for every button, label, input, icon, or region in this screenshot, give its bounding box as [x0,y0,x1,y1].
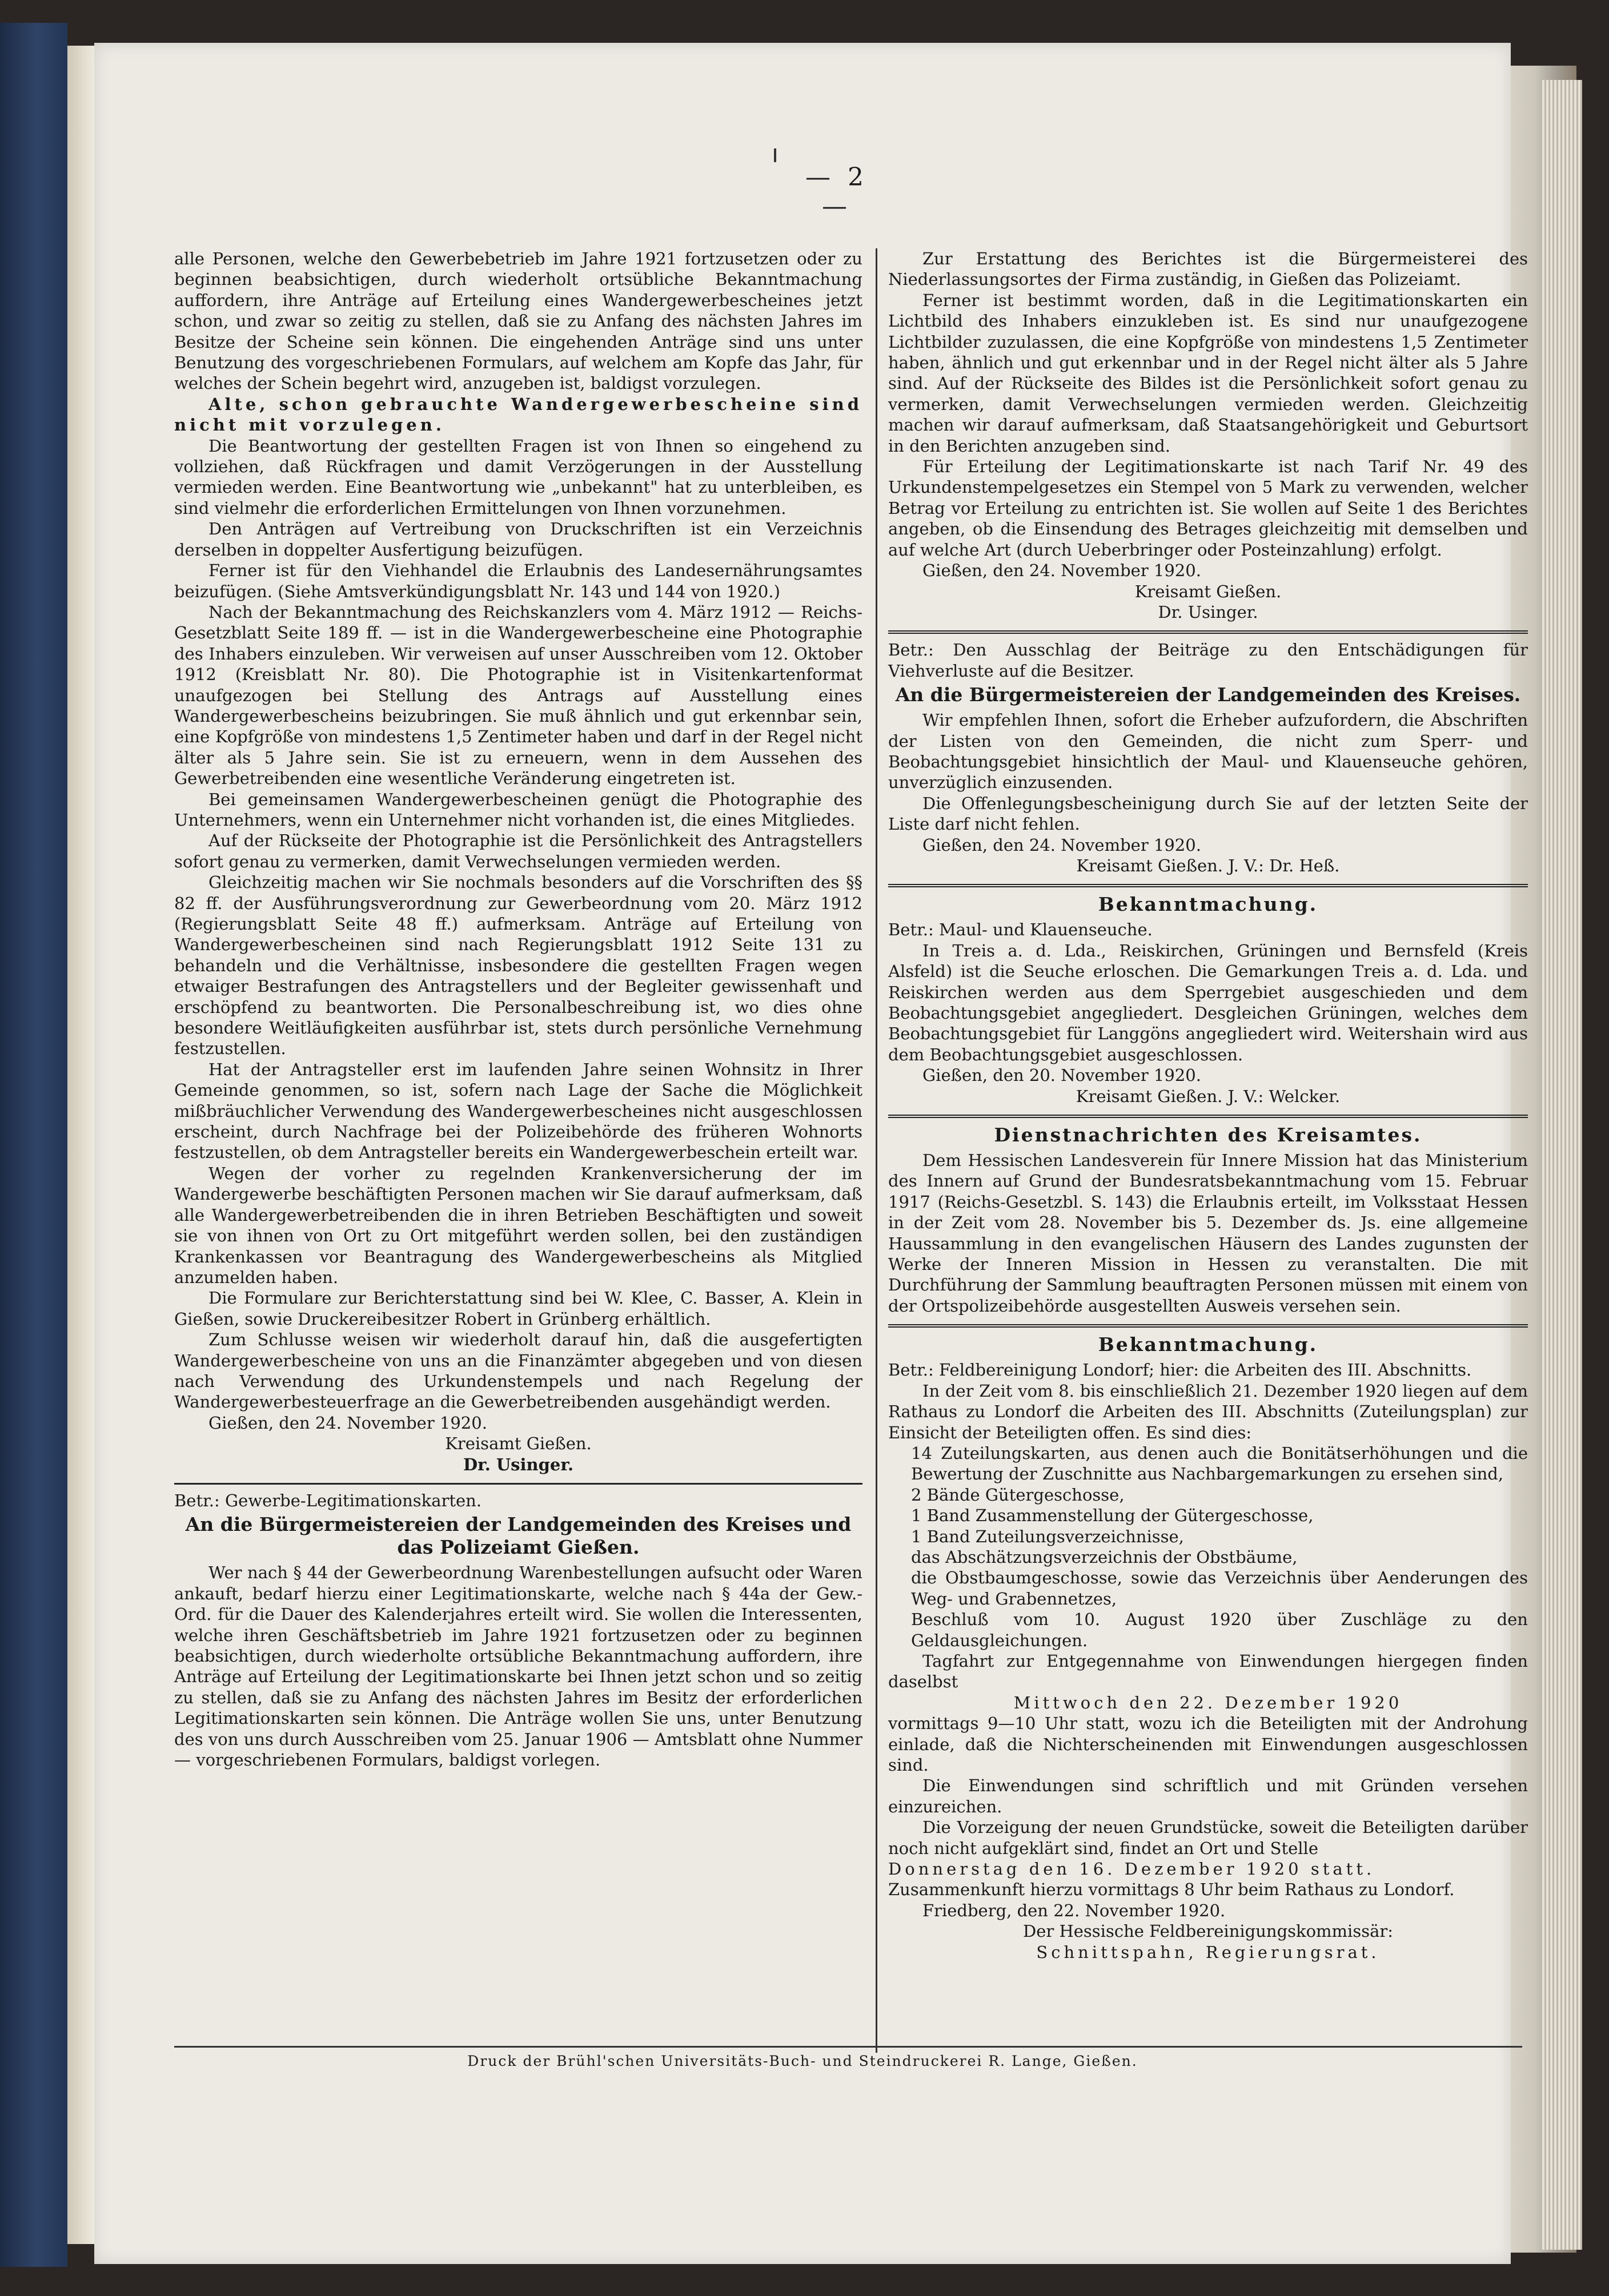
notice-office: Kreisamt Gießen. [445,1434,592,1454]
notice-date: Gießen, den 20. November 1920. [922,1065,1201,1085]
print-mark [774,148,776,162]
notice-date: Gießen, den 24. November 1920. [922,561,1201,581]
right-paragraph: Die Offenlegungsbescheinigung durch Sie auf der letzten Seite der Liste darf nicht fehlen. [888,793,1528,834]
list-item: 1 Band Zuteilungsverzeichnisse, [911,1526,1184,1546]
newspaper-page [94,43,1528,2264]
notice-subject: Betr.: Maul- und Klauenseuche. [888,920,1153,940]
left-paragraph: Alte, schon gebrauchte Wandergewerbescheine sind nicht mit vorzulegen. [174,394,862,435]
book-cover-left [0,23,67,2267]
list-item: das Abschätzungsverzeichnis der Obstbäume, [911,1547,1298,1567]
notice-office: Kreisamt Gießen. [1134,581,1282,601]
section-rule [888,1115,1528,1118]
left-paragraph: Gleichzeitig machen wir Sie nochmals besonders auf die Vorschriften des §§ 82 ff. der Ausführungsverordnung zur Gewerbeordnung vom 20. März 1912 (Regierungsblatt Seite 48 ff.) aufmerksam. Anträge auf Erteilung von Wandergewerbescheinen sind nach Regierungsblatt 1912 Seite 131 zu behandeln und die Verhältnisse, insbesondere die gestellten Fragen wegen etwaiger Bestrafungen des Antragstellers und der Begleiter gewissenhaft und erschöpfend zu beantworten. Die Personalbeschreibung ist, wo dies ohne besondere Weitläufigkeiten ausführbar ist, stets durch persönliche Vernehmung festzustellen. [174,872,862,1059]
notice-subject: Betr.: Den Ausschlag der Beiträge zu den Entschädigungen für Viehverluste auf die Besitzer. [888,640,1528,681]
list-item: 1 Band Zusammenstellung der Gütergeschosse, [911,1506,1314,1526]
list-item: die Obstbaumgeschosse, sowie das Verzeichnis über Aenderungen des Weg- und Grabennetzes, [911,1568,1528,1609]
right-column [888,248,1528,1963]
notice-date: Gießen, den 24. November 1920. [922,835,1201,855]
notice-subject: Betr.: Gewerbe-Legitimationskarten. [174,1490,482,1510]
inspection-date: Donnerstag den 16. Dezember 1920 statt. [888,1859,1375,1879]
left-paragraph: Wegen der vorher zu regelnden Krankenversicherung der im Wandergewerbe beschäftigten Personen machen wir Sie darauf aufmerksam, daß alle Wandergewerbetreibenden die in ihren Betrieben Beschäftigten und soweit sie von ihnen von Ort zu Ort mitgeführt werden sollen, bei den zuständigen Krankenkassen vor Beantragung des Wandergewerbescheins als Mitglied anzumelden haben. [174,1163,862,1287]
left-paragraph: Den Anträgen auf Vertreibung von Druckschriften ist ein Verzeichnis derselben in doppelter Ausfertigung beizufügen. [174,519,862,560]
right-paragraph: In der Zeit vom 8. bis einschließlich 21. Dezember 1920 liegen auf dem Rathaus zu Londorf die Arbeiten des III. Abschnitts (Zuteilungsplan) zur Einsicht der Beteiligten offen. Es sind dies: [888,1381,1528,1442]
notice-heading: An die Bürgermeistereien der Landgemeinden des Kreises und das Polizeiamt Gießen. [185,1513,852,1559]
section-rule [888,1324,1528,1328]
right-paragraph: Die Einwendungen sind schriftlich und mit Gründen versehen einzureichen. [888,1776,1528,1816]
right-paragraph: Für Erteilung der Legitimationskarte ist nach Tarif Nr. 49 des Urkundenstempelgesetzes ein Stempel von 5 Mark zu verwenden, welcher Betrag vor Erteilung zu entrichten ist. Sie wollen auf Seite 1 des Berichtes angeben, ob die Einsendung des Betrages gleichzeitig mit demselben und auf welche Art (durch Ueberbringer oder Posteinzahlung) erfolgt. [888,457,1528,560]
notice-heading: Dienstnachrichten des Kreisamtes. [994,1124,1422,1147]
right-paragraph: vormittags 9—10 Uhr statt, wozu ich die Beteiligten mit der Androhung einlade, daß die Nichterscheinenden mit Einwendungen ausgeschlossen sind. [888,1714,1528,1775]
notice-signature: Kreisamt Gießen. J. V.: Dr. Heß. [1076,855,1340,875]
right-paragraph: Zusammenkunft hierzu vormittags 8 Uhr beim Rathaus zu Londorf. [888,1880,1455,1900]
right-paragraph: Tagfahrt zur Entgegennahme von Einwendungen hiergegen finden daselbst [888,1651,1528,1692]
right-paragraph: Ferner ist bestimmt worden, daß in die Legitimationskarten ein Lichtbild des Inhabers einzukleben ist. Es sind nur unaufgezogene Lichtbilder zuzulassen, die eine Kopfgröße von mindestens 1,5 Zentimeter haben, ähnlich und gut erkennbar und in der Regel nicht älter als 5 Jahre sind. Auf der Rückseite des Bildes ist die Persönlichkeit sofort genau zu vermerken, damit Verwechselungen vermieden werden. Gleichzeitig machen wir darauf aufmerksam, daß Staatsangehörigkeit und Geburtsort in den Berichten anzugeben sind. [888,290,1528,456]
notice-date: Gießen, den 24. November 1920. [208,1413,487,1433]
right-paragraph: Zur Erstattung des Berichtes ist die Bürgermeisterei des Niederlassungsortes der Firma zuständig, in Gießen das Polizeiamt. [888,249,1528,289]
left-paragraph: Hat der Antragsteller erst im laufenden Jahre seinen Wohnsitz in Ihrer Gemeinde genommen, so ist, sofern nach Lage der Sache die Möglichkeit mißbräuchlicher Verwendung des Wandergewerbescheines nicht ausgeschlossen erscheint, durch Nachfrage bei der Polizeibehörde des früheren Wohnorts festzustellen, ob dem Antragsteller bereits ein Wandergewerbeschein erteilt war. [174,1059,862,1163]
notice-signer: Dr. Usinger. [1158,602,1258,622]
section-rule [888,884,1528,887]
notice-signer: Dr. Usinger. [463,1454,574,1474]
notice-office: Der Hessische Feldbereinigungskommissär: [1022,1921,1394,1941]
section-rule [888,630,1528,634]
notice-date: Friedberg, den 22. November 1920. [922,1900,1226,1920]
notice-subject: Betr.: Feldbereinigung Londorf; hier: die Arbeiten des III. Abschnitts. [888,1360,1472,1380]
right-paragraph: Die Vorzeigung der neuen Grundstücke, soweit die Beteiligten darüber noch nicht aufgeklärt sind, findet an Ort und Stelle [888,1818,1528,1858]
left-paragraph: Bei gemeinsamen Wandergewerbescheinen genügt die Photographie des Unternehmers, wenn ein Unternehmer nicht vorhanden ist, die eines Mitgliedes. [174,789,862,830]
left-paragraph: Ferner ist für den Viehhandel die Erlaubnis des Landesernährungsamtes beizufügen. (Siehe Amtsverkündigungsblatt Nr. 143 und 144 von 1920.) [174,561,862,601]
printer-imprint: Druck der Brühl'schen Universitäts-Buch- und Steindruckerei R. Lange, Gießen. [467,2053,1138,2069]
left-paragraph: Zum Schlusse weisen wir wiederholt darauf hin, daß die ausgefertigten Wandergewerbescheine von uns an die Finanzämter abgegeben und von diesen nach Verwendung des Urkundenstempels und nach Regelung der Wandergewerbesteuerfrage an die Gewerbetreibenden ausgehändigt werden. [174,1330,862,1412]
notice-signer: Schnittspahn, Regierungsrat. [1036,1942,1380,1962]
list-item: Beschluß vom 10. August 1920 über Zuschläge zu den Geldausgleichungen. [911,1610,1528,1650]
notice-heading: An die Bürgermeistereien der Landgemeinden des Kreises. [895,683,1521,706]
right-paragraph: Dem Hessischen Landesverein für Innere Mission hat das Ministerium des Innern auf Grund der Bundesratsbekanntmachung vom 15. Februar 1917 (Reichs-Gesetzbl. S. 143) die Erlaubnis erteilt, im Volksstaat Hessen in der Zeit vom 28. November bis 5. Dezember ds. Js. eine allgemeine Haussammlung in den evangelischen Häusern des Landes zugunsten der Werke der Inneren Mission in Hessen zu veranstalten. Die mit Durchführung der Sammlung beauftragten Personen müssen mit einem von der Ortspolizeibehörde ausgestellten Ausweis versehen sein. [888,1151,1528,1316]
page-stack-edges [1542,80,1582,2250]
left-paragraph: Nach der Bekanntmachung des Reichskanzlers vom 4. März 1912 — Reichs-Gesetzblatt Seite 189 ff. — ist in die Wandergewerbescheine eine Photographie des Inhabers einzuleben. Wir verweisen auf unser Ausschreiben vom 12. Oktober 1912 (Kreisblatt Nr. 80). Die Photographie ist in Visitenkartenformat unaufgezogen bei Stellung des Antrags auf Ausstellung eines Wandergewerbescheins beizubringen. Sie muß ähnlich und gut erkennbar sein, eine Kopfgröße von mindestens 1,5 Zentimeter haben und darf in der Regel nicht älter als 5 Jahre sein. Sie ist zu erneuern, wenn in dem Aussehen des Gewerbetreibenden eine wesentliche Veränderung eingetreten ist. [174,602,862,789]
footer-rule [174,2046,1522,2048]
left-paragraph: Die Beantwortung der gestellten Fragen ist von Ihnen so eingehend zu vollziehen, daß Rückfragen und damit Verzögerungen in der Ausstellung vermieden werden. Eine Beantwortung wie „unbekannt" hat zu unterbleiben, es sind vielmehr die erforderlichen Ermittelungen von Ihnen vorzunehmen. [174,436,862,518]
list-item: 2 Bände Gütergeschosse, [911,1485,1125,1505]
notice-heading: Bekanntmachung. [1098,1333,1318,1356]
notice-signature: Kreisamt Gießen. J. V.: Welcker. [1076,1086,1341,1106]
hearing-date: Mittwoch den 22. Dezember 1920 [1013,1692,1403,1712]
list-item: 14 Zuteilungskarten, aus denen auch die Bonitätserhöhungen und die Bewertung der Zuschnitte aus Nachbargemarkungen zu ersehen sind, [911,1443,1528,1484]
notice-heading: Bekanntmachung. [1098,893,1318,916]
page-number: — 2 — [805,163,868,221]
section-rule [174,1483,862,1485]
left-column [174,248,862,1770]
left-paragraph: Wer nach § 44 der Gewerbeordnung Warenbestellungen aufsucht oder Waren ankauft, bedarf hierzu einer Legitimationskarte, welche nach § 44a der Gew.-Ord. für die Dauer des Kalenderjahres erteilt wird. Sie wollen die Interessenten, welche ihren Geschäftsbetrieb im Jahre 1921 fortzusetzen oder zu beginnen beabsichtigen, durch wiederholte ortsübliche Bekanntmachung auffordern, ihre Anträge auf Erteilung der Legitimationskarte bei Ihnen jetzt schon und so zeitig zu stellen, daß sie zu Anfang des nächsten Jahres im Besitz der erforderlichen Legitimationskarten sein können. Die Anträge wollen Sie uns, unter Benutzung des von uns durch Ausschreiben vom 25. Januar 1906 — Amtsblatt ohne Nummer — vorgeschriebenen Formulars, baldigst vorlegen. [174,1563,862,1770]
left-page-edge [67,46,95,2244]
left-paragraph: alle Personen, welche den Gewerbebetrieb im Jahre 1921 fortzusetzen oder zu beginnen beabsichtigen, durch wiederholt ortsübliche Bekanntmachung auffordern, ihre Anträge auf Erteilung eines Wandergewerbescheines jetzt schon, und zwar so zeitig zu stellen, daß sie zu Anfang des nächsten Jahres im Besitze der Scheine sein können. Die eingehenden Anträge sind uns unter Benutzung des vorgeschriebenen Formulars, auf welchem am Kopfe das Jahr, für welches der Schein begehrt wird, anzugeben ist, baldigst vorzulegen. [174,249,862,393]
left-paragraph: Auf der Rückseite der Photographie ist die Persönlichkeit des Antragstellers sofort genau zu vermerken, damit Verwechselungen vermieden werden. [174,831,862,871]
right-paragraph: Wir empfehlen Ihnen, sofort die Erheber aufzufordern, die Abschriften der Listen von den Gemeinden, die nicht zum Sperr- und Beobachtungsgebiet hinsichtlich der Maul- und Klauenseuche gehören, unverzüglich einzusenden. [888,710,1528,793]
right-paragraph: In Treis a. d. Lda., Reiskirchen, Grüningen und Bernsfeld (Kreis Alsfeld) ist die Seuche erloschen. Die Gemarkungen Treis a. d. Lda. und Reiskirchen werden aus dem Sperrgebiet ausgeschieden und dem Beobachtungsgebiet angegliedert. Desgleichen Grüningen, welches dem Beobachtungsgebiet für Langgöns angegliedert wird. Weitershain wird aus dem Beobachtungsgebiet ausgeschlossen. [888,940,1528,1064]
column-divider [876,248,877,2053]
left-paragraph: Die Formulare zur Berichterstattung sind bei W. Klee, C. Basser, A. Klein in Gießen, sowie Druckereibesitzer Robert in Grünberg erhältlich. [174,1288,862,1329]
